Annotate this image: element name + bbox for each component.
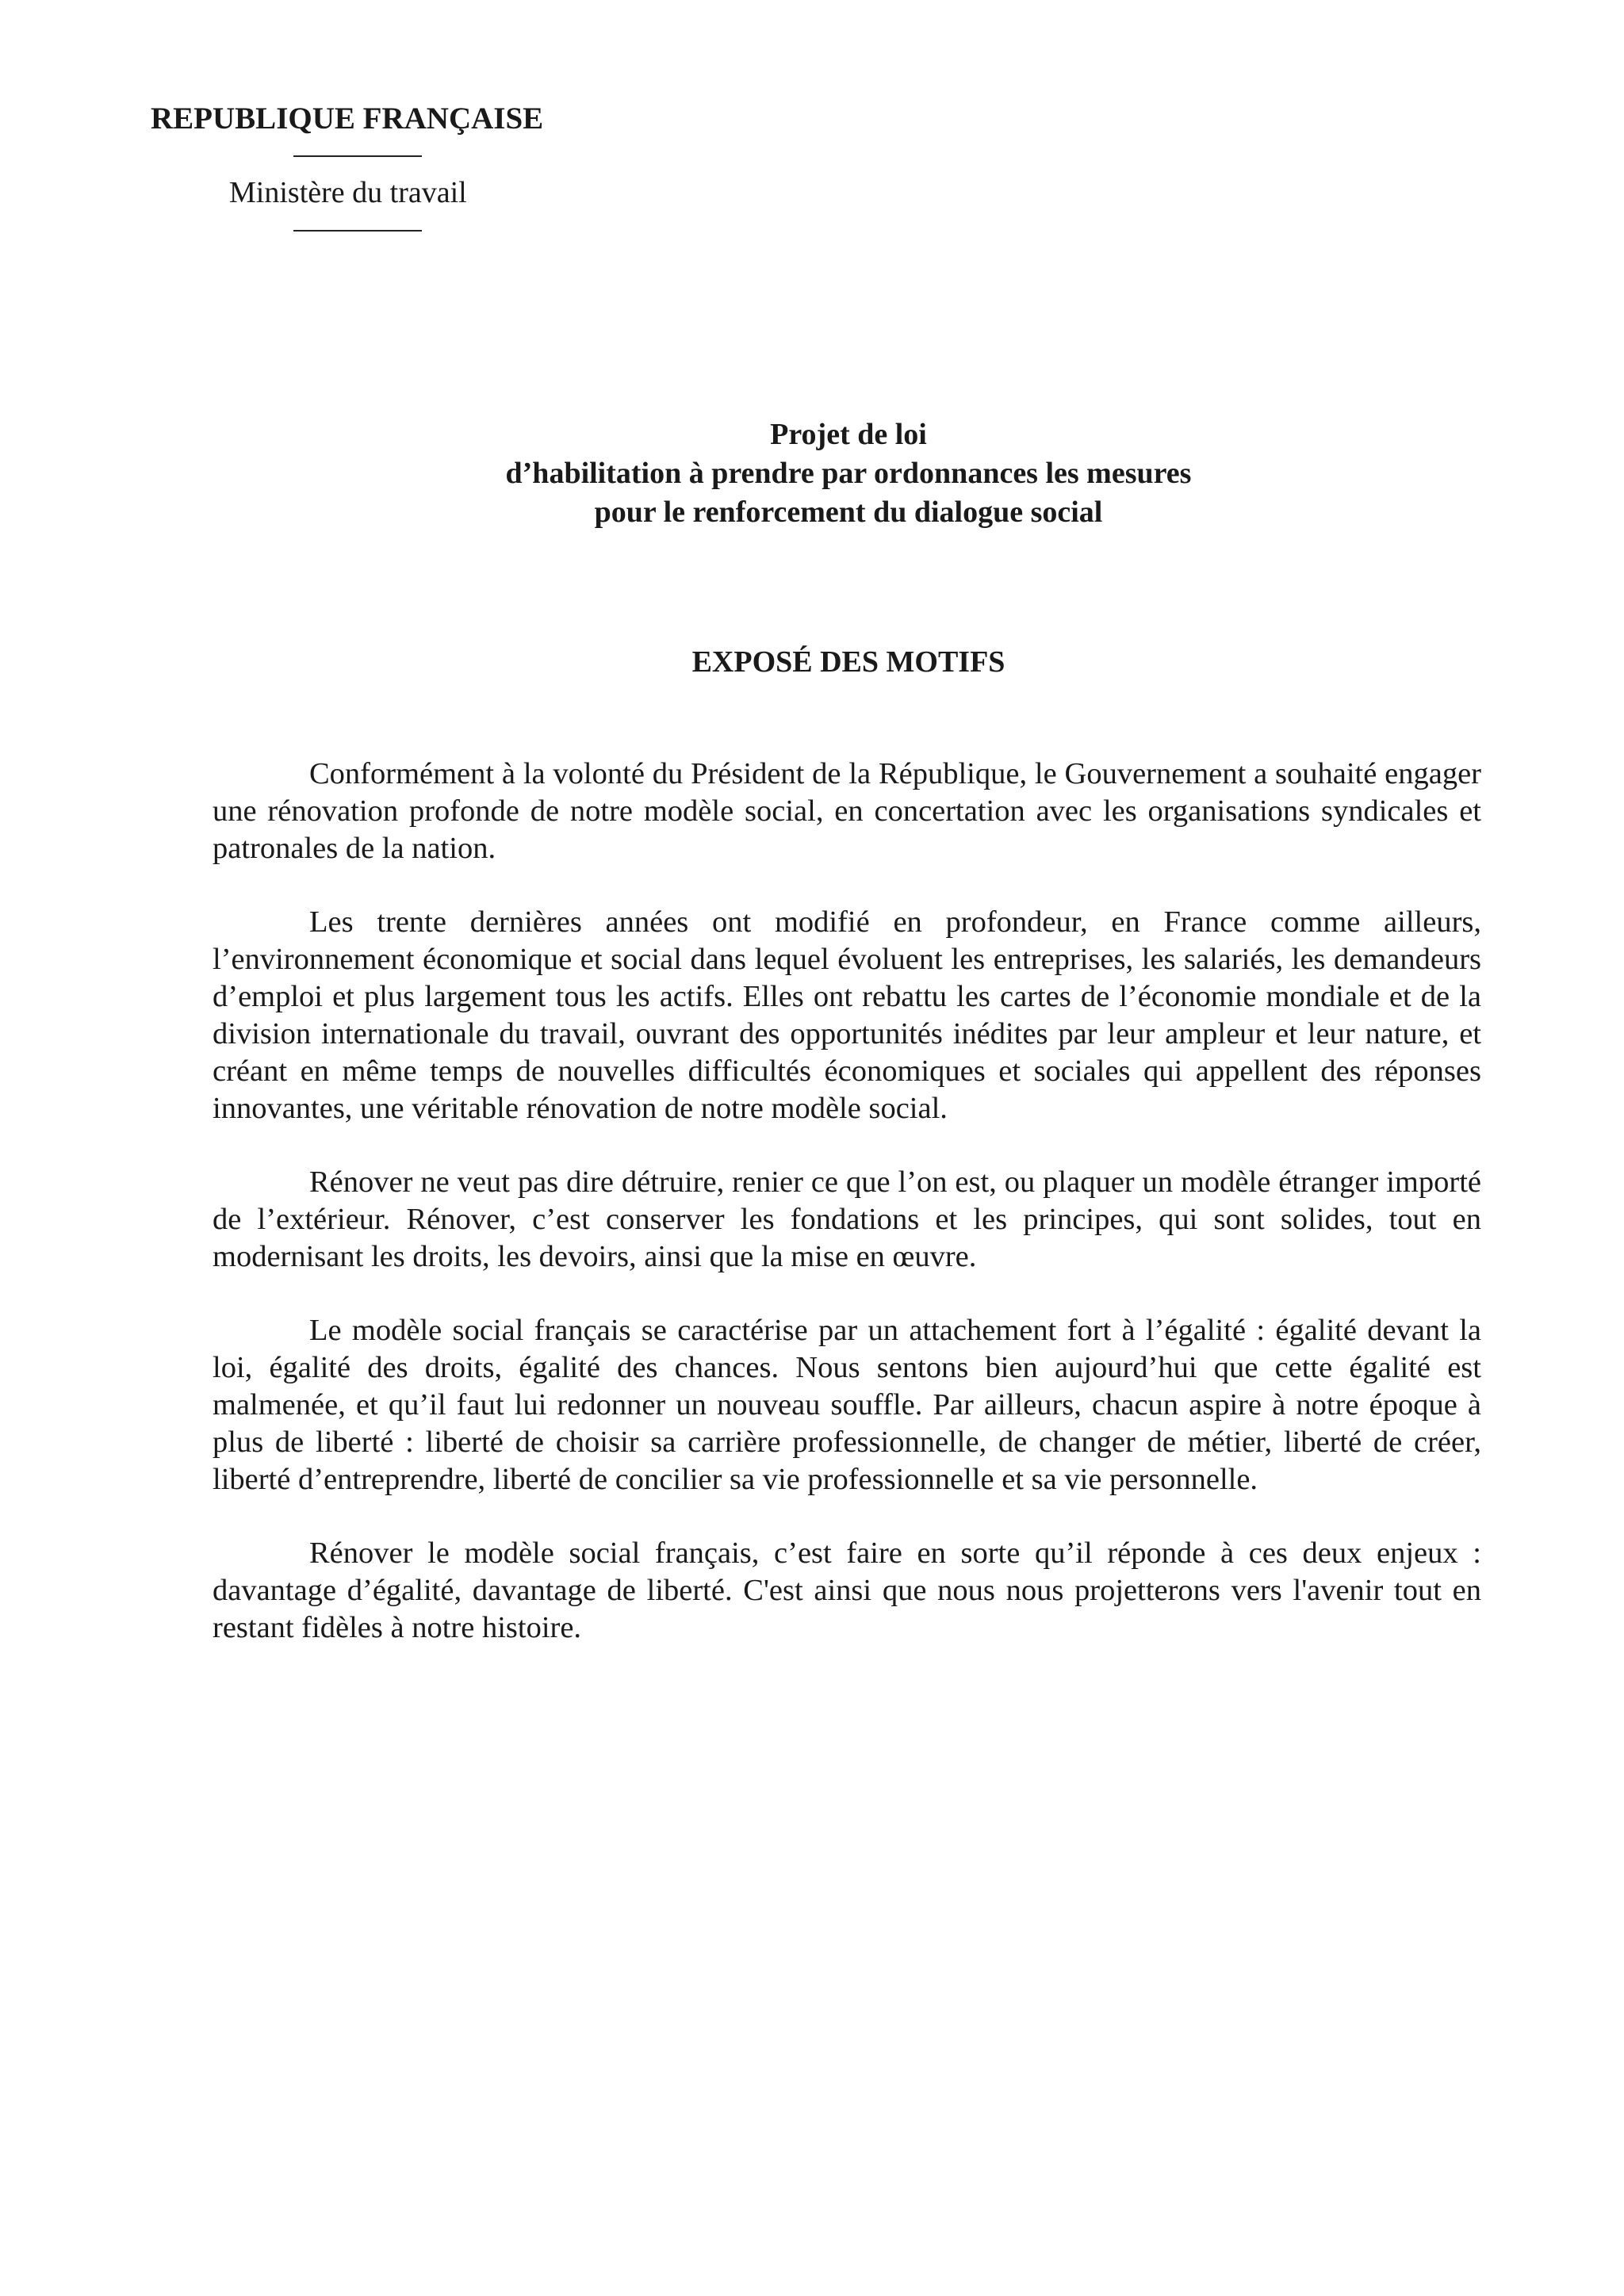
section-heading: EXPOSÉ DES MOTIFS [691,645,1005,679]
bill-title-line: pour le renforcement du dialogue social [594,496,1103,529]
bill-title-line: d’habilitation à prendre par ordonnances les mesures [505,457,1192,490]
bill-title [0,415,1624,532]
body-paragraph: Les trente dernières années ont modifié en profondeur, en France comme ailleurs, l’environnement économique et social dans lequel évoluent les entreprises, les salariés, les demandeurs d’emploi et plus largement tous les actifs. Elles ont rebattu les cartes de l’économie mondiale et de la division internationale du travail, ouvrant des opportunités inédites par leur ampleur et leur nature, et créant en même temps de nouvelles difficultés économiques et sociales qui appellent des réponses innovantes, une véritable rénovation de notre modèle social. [213,905,1481,1125]
body-paragraph: Rénover ne veut pas dire détruire, renier ce que l’on est, ou plaquer un modèle étranger importé de l’extérieur. Rénover, c’est conserver les fondations et les principes, qui sont solides, tout en modernisant les droits, les devoirs, ainsi que la mise en œuvre. [213,1165,1481,1273]
body-paragraph: Rénover le modèle social français, c’est faire en sorte qu’il réponde à ces deux enjeux : davantage d’égalité, davantage de liberté. C'est ainsi que nous nous projetterons vers l'avenir tout en restant fidèles à notre histoire. [213,1536,1481,1644]
republic-label: REPUBLIQUE FRANÇAISE [151,101,544,136]
header-divider [293,230,422,232]
document-body [213,756,1481,1683]
body-paragraph: Conformément à la volonté du Président de la République, le Gouvernement a souhaité engager une rénovation profonde de notre modèle social, en concertation avec les organisations syndicales et patronales de la nation. [213,757,1481,865]
body-paragraph: Le modèle social français se caractérise par un attachement fort à l’égalité : égalité devant la loi, égalité des droits, égalité des chances. Nous sentons bien aujourd’hui que cette égalité est malmenée, et qu’il faut lui redonner un nouveau souffle. Par ailleurs, chacun aspire à notre époque à plus de liberté : liberté de choisir sa carrière professionnelle, de changer de métier, liberté de créer, liberté d’entreprendre, liberté de concilier sa vie professionnelle et sa vie personnelle. [213,1314,1481,1496]
header-divider [293,155,422,157]
bill-title-line: Projet de loi [770,418,927,451]
document-header [151,98,563,232]
ministry-label: Ministère du travail [229,176,467,209]
